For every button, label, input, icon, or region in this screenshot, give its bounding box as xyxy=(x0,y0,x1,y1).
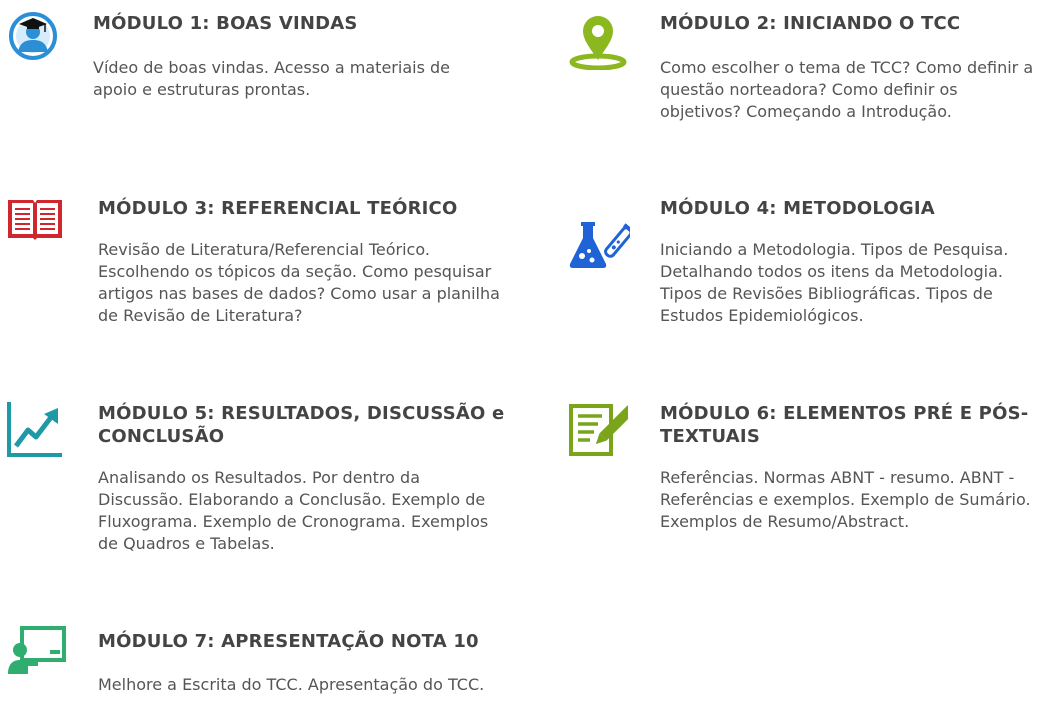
document-edit-icon xyxy=(568,402,628,458)
module-description: Revisão de Literatura/Referencial Teórico. Escolhendo os tópicos da seção. Como pesquisar artigos nas bases de dados? Como usar a planilha de Revisão de Literatura? xyxy=(98,240,500,325)
module-description: Referências. Normas ABNT - resumo. ABNT - Referências e exemplos. Exemplo de Sumário. Exemplos de Resumo/Abstract. xyxy=(660,468,1031,531)
module-title: MÓDULO 1: BOAS VINDAS xyxy=(93,13,358,34)
module-title: MÓDULO 5: RESULTADOS, DISCUSSÃO e CONCLUSÃO xyxy=(98,403,505,447)
module-title: MÓDULO 4: METODOLOGIA xyxy=(660,198,935,219)
module-description: Analisando os Resultados. Por dentro da Discussão. Elaborando a Conclusão. Exemplo de Fluxograma. Exemplo de Cronograma. Exemplos de Quadros e Tabelas. xyxy=(98,468,489,553)
location-pin-icon xyxy=(568,12,628,70)
module-title: MÓDULO 6: ELEMENTOS PRÉ E PÓS-TEXTUAIS xyxy=(660,403,1029,447)
module-description: Iniciando a Metodologia. Tipos de Pesquisa. Detalhando todos os itens da Metodologia. Tipos de Revisões Bibliográficas. Tipos de Estudos Epidemiológicos. xyxy=(660,240,1009,325)
growth-chart-icon xyxy=(6,400,64,458)
lab-flask-icon xyxy=(568,220,630,270)
module-description: Vídeo de boas vindas. Acesso a materiais de apoio e estruturas prontas. xyxy=(93,58,450,99)
module-title: MÓDULO 7: APRESENTAÇÃO NOTA 10 xyxy=(98,631,479,652)
module-description: Melhore a Escrita do TCC. Apresentação do TCC. xyxy=(98,675,485,694)
module-title: MÓDULO 3: REFERENCIAL TEÓRICO xyxy=(98,198,458,219)
open-book-icon xyxy=(6,196,64,240)
module-description: Como escolher o tema de TCC? Como definir a questão norteadora? Como definir os objetivos? Começando a Introdução. xyxy=(660,58,1034,121)
graduate-student-icon xyxy=(6,12,60,60)
module-title: MÓDULO 2: INICIANDO O TCC xyxy=(660,13,961,34)
presenter-board-icon xyxy=(6,626,66,676)
